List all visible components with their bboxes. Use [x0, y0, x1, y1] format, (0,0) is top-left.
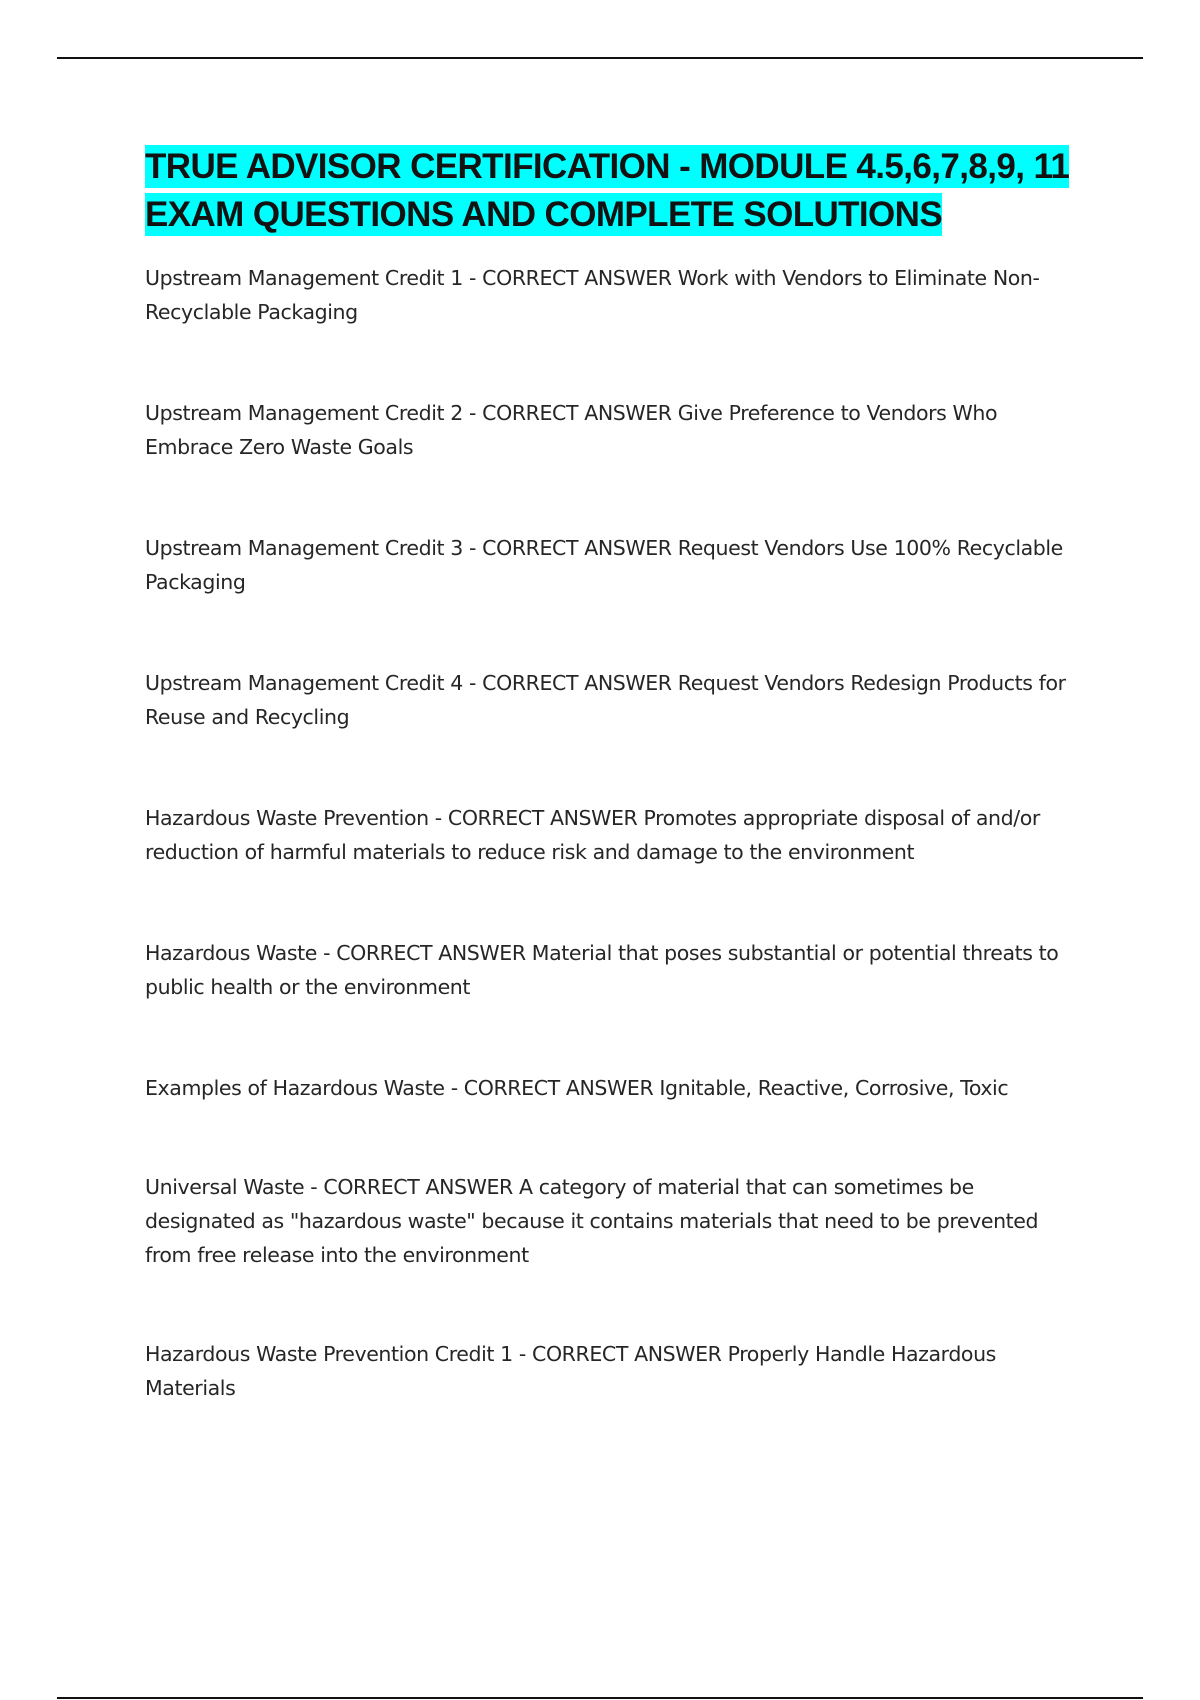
qa-entry: Hazardous Waste - CORRECT ANSWER Material that poses substantial or potential threats to public health or the environment: [145, 941, 1059, 999]
qa-entry: Universal Waste - CORRECT ANSWER A category of material that can sometimes be designated as "hazardous waste" because it contains materials that need to be prevented from free release into the environment: [145, 1175, 1039, 1267]
qa-entry: Upstream Management Credit 3 - CORRECT ANSWER Request Vendors Use 100% Recyclable Packaging: [145, 536, 1063, 594]
qa-entry: Hazardous Waste Prevention - CORRECT ANSWER Promotes appropriate disposal of and/or reduction of harmful materials to reduce risk and damage to the environment: [145, 806, 1040, 864]
qa-entry: Upstream Management Credit 4 - CORRECT ANSWER Request Vendors Redesign Products for Reuse and Recycling: [145, 671, 1066, 729]
title-line-1: TRUE ADVISOR CERTIFICATION - MODULE 4.5,6,7,8,9, 11: [145, 147, 1070, 186]
qa-entry: Hazardous Waste Prevention Credit 1 - CORRECT ANSWER Properly Handle Hazardous Materials: [145, 1342, 996, 1400]
qa-list: [145, 261, 1085, 1405]
qa-entry: Examples of Hazardous Waste - CORRECT ANSWER Ignitable, Reactive, Corrosive, Toxic: [145, 1076, 1009, 1100]
header-rule: [57, 57, 1143, 59]
qa-entry: Upstream Management Credit 2 - CORRECT ANSWER Give Preference to Vendors Who Embrace Zero Waste Goals: [145, 401, 998, 459]
qa-entry: Upstream Management Credit 1 - CORRECT ANSWER Work with Vendors to Eliminate Non-Recyclable Packaging: [145, 266, 1040, 324]
document-body: [145, 143, 1085, 1405]
footer-rule: [57, 1697, 1143, 1699]
title-line-2: EXAM QUESTIONS AND COMPLETE SOLUTIONS: [145, 195, 943, 234]
document-title: [145, 143, 1085, 239]
